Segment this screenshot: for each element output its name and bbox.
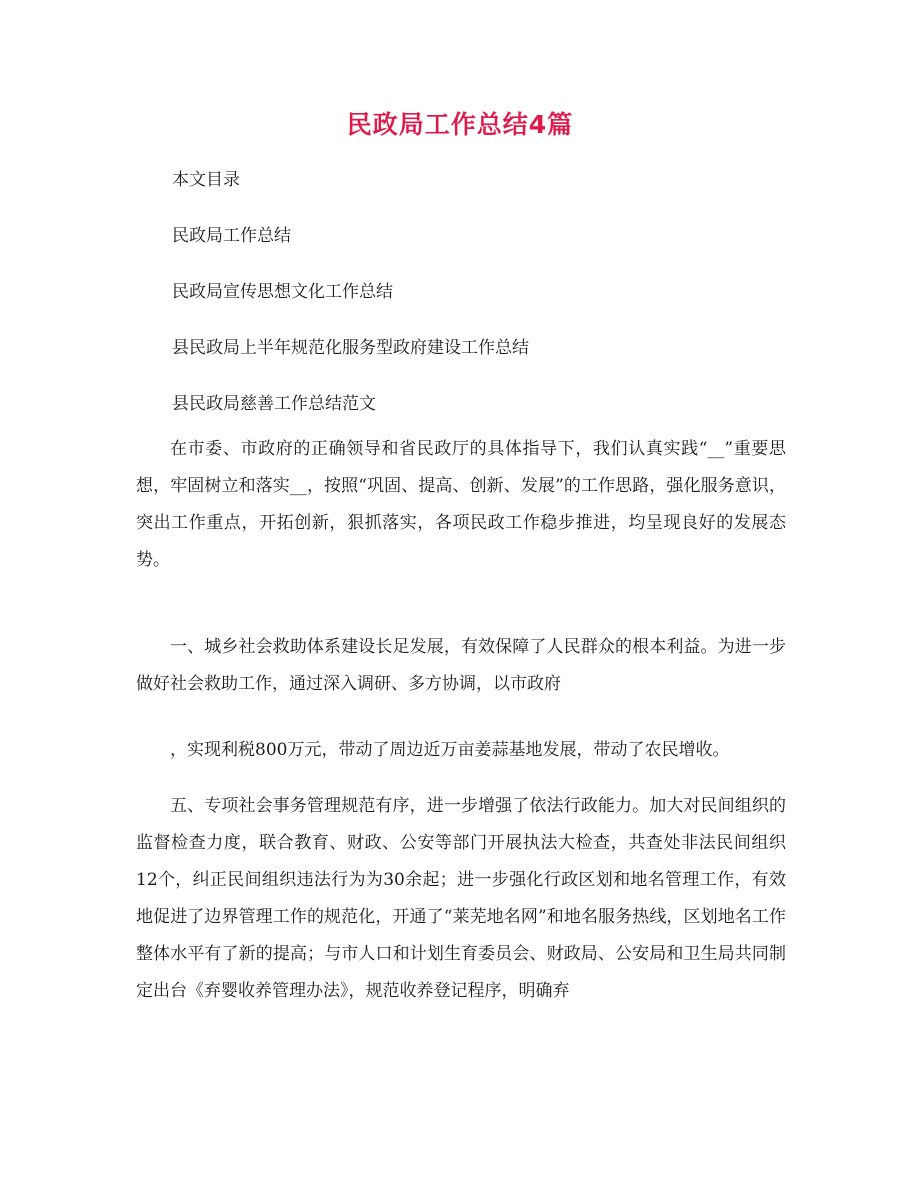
document-title: 民政局工作总结4篇: [346, 110, 574, 139]
toc-item: 民政局工作总结: [172, 226, 291, 246]
body-paragraph: ，实现利税800万元，带动了周边近万亩姜蒜基地发展，带动了农民增收。: [170, 740, 730, 760]
table-of-contents: [172, 152, 529, 432]
toc-item: 民政局宣传思想文化工作总结: [172, 282, 393, 302]
body-paragraph: 在市委、市政府的正确领导和省民政厅的具体指导下，我们认真实践“__”重要思想，牢固树立和落实__，按照“巩固、提高、创新、发展”的工作思路，强化服务意识，突出工作重点，开拓创新，狠抓落实，各项民政工作稳步推进，均呈现良好的发展态势。: [136, 439, 786, 570]
toc-item: 县民政局慈善工作总结范文: [172, 394, 376, 414]
toc-heading: 本文目录: [172, 170, 240, 190]
toc-item: 县民政局上半年规范化服务型政府建设工作总结: [172, 338, 529, 358]
body-paragraph: 五、专项社会事务管理规范有序，进一步增强了依法行政能力。加大对民间组织的监督检查力度，联合教育、财政、公安等部门开展执法大检查，共查处非法民间组织12个，纠正民间组织违法行为为30余起；进一步强化行政区划和地名管理工作，有效地促进了边界管理工作的规范化，开通了“莱芜地名网”和地名服务热线，区划地名工作整体水平有了新的提高；与市人口和计划生育委员会、财政局、公安局和卫生局共同制定出台《弃婴收养管理办法》，规范收养登记程序，明确弃: [136, 796, 786, 1001]
body-paragraph: 一、城乡社会救助体系建设长足发展，有效保障了人民群众的根本利益。为进一步做好社会救助工作，通过深入调研、多方协调，以市政府: [136, 637, 786, 694]
